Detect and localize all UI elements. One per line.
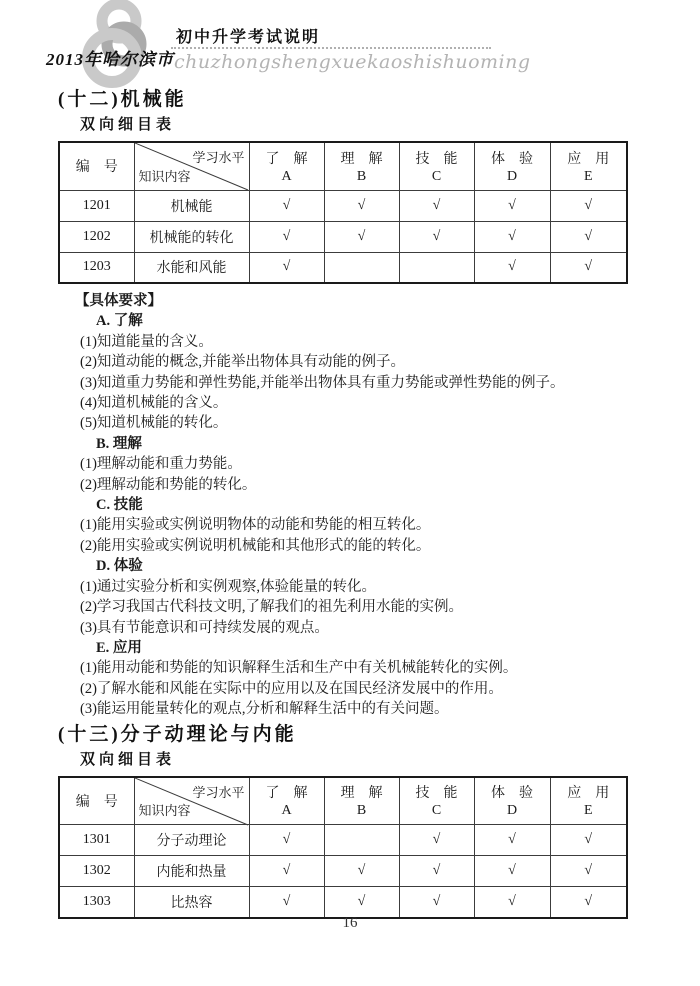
- check-cell: √: [550, 825, 627, 856]
- level-header-D: 体 验 D: [474, 142, 550, 190]
- check-cell: √: [249, 825, 324, 856]
- page-number: 16: [342, 915, 358, 931]
- level-header-C: 技 能 C: [399, 777, 474, 825]
- check-cell: √: [324, 190, 399, 221]
- diagonal-header-cell: [134, 777, 249, 825]
- table-header-row: [59, 142, 627, 190]
- table-row: [59, 190, 627, 221]
- check-cell: √: [249, 190, 324, 221]
- row-content: 机械能: [134, 190, 249, 221]
- check-cell: √: [249, 252, 324, 283]
- check-cell: √: [474, 887, 550, 918]
- check-cell: √: [474, 856, 550, 887]
- table-row: [59, 221, 627, 252]
- main-content: [58, 88, 626, 919]
- diagonal-bottom-label: 知识内容: [138, 168, 191, 184]
- row-id: 1202: [59, 221, 134, 252]
- req-item: (1)通过实验分析和实例观察,体验能量的转化。: [80, 578, 377, 595]
- table-row: [59, 252, 627, 283]
- table-header-row: [59, 777, 627, 825]
- check-cell: √: [399, 190, 474, 221]
- table-row: [59, 856, 627, 887]
- check-cell: √: [550, 887, 627, 918]
- check-cell: √: [550, 221, 627, 252]
- check-cell: √: [399, 825, 474, 856]
- req-item: (2)学习我国古代科技文明,了解我们的祖先利用水能的实例。: [80, 599, 464, 616]
- check-cell: √: [474, 252, 550, 283]
- check-cell: √: [324, 856, 399, 887]
- check-cell: √: [550, 856, 627, 887]
- check-cell: √: [550, 252, 627, 283]
- check-cell: √: [399, 856, 474, 887]
- req-item: (3)具有节能意识和可持续发展的观点。: [80, 619, 329, 636]
- row-id: 1203: [59, 252, 134, 283]
- req-item: (1)理解动能和重力势能。: [80, 456, 242, 473]
- req-group-label-E: E. 应用: [96, 639, 142, 656]
- check-cell: [324, 252, 399, 283]
- check-cell: [324, 825, 399, 856]
- section12-table-caption: 双向细目表: [80, 117, 176, 133]
- diagonal-top-label: 学习水平: [192, 784, 245, 800]
- row-id: 1303: [59, 887, 134, 918]
- row-content: 水能和风能: [134, 252, 249, 283]
- row-id: 1302: [59, 856, 134, 887]
- check-cell: √: [249, 856, 324, 887]
- req-item: (3)能运用能量转化的观点,分析和解释生活中的有关问题。: [80, 701, 449, 718]
- row-id: 1201: [59, 190, 134, 221]
- req-group-label-D: D. 体验: [96, 558, 143, 575]
- level-header-A: 了 解 A: [249, 142, 324, 190]
- level-header-B: 理 解 B: [324, 142, 399, 190]
- level-header-A: 了 解 A: [249, 777, 324, 825]
- masthead-pinyin: chuzhongshengxuekaoshishuoming: [174, 51, 531, 73]
- table-row: [59, 887, 627, 918]
- spec-table-section12: [58, 141, 628, 284]
- row-content: 比热容: [134, 887, 249, 918]
- level-header-B: 理 解 B: [324, 777, 399, 825]
- level-header-C: 技 能 C: [399, 142, 474, 190]
- requirements-title: 【具体要求】: [75, 293, 162, 309]
- diagonal-bottom-label: 知识内容: [138, 803, 191, 819]
- row-id: 1301: [59, 825, 134, 856]
- id-header-cell: 编 号: [59, 142, 134, 190]
- req-item: (2)能用实验或实例说明机械能和其他形式的能的转化。: [80, 537, 431, 554]
- req-item: (1)知道能量的含义。: [80, 333, 213, 350]
- req-item: (2)了解水能和风能在实际中的应用以及在国民经济发展中的作用。: [80, 680, 503, 697]
- check-cell: √: [550, 190, 627, 221]
- row-content: 机械能的转化: [134, 221, 249, 252]
- check-cell: √: [324, 887, 399, 918]
- level-header-E: 应 用 E: [550, 777, 627, 825]
- req-group-label-A: A. 了解: [96, 313, 143, 330]
- level-header-D: 体 验 D: [474, 777, 550, 825]
- requirements-section: [58, 291, 626, 720]
- req-item: (5)知道机械能的转化。: [80, 415, 228, 432]
- diagonal-top-label: 学习水平: [192, 150, 245, 165]
- spec-table-section13: [58, 776, 628, 919]
- diagonal-header-cell: [134, 142, 249, 190]
- row-content: 内能和热量: [134, 856, 249, 887]
- row-content: 分子动理论: [134, 825, 249, 856]
- level-header-E: 应 用 E: [550, 142, 627, 190]
- masthead-title: 初中升学考试说明: [176, 27, 321, 46]
- req-group-label-B: B. 理解: [96, 435, 142, 452]
- section12-title: (十二)机械能: [58, 89, 187, 110]
- section13-table-caption: 双向细目表: [80, 751, 176, 768]
- req-item: (1)能用实验或实例说明物体的动能和势能的相互转化。: [80, 517, 431, 534]
- check-cell: √: [474, 190, 550, 221]
- section13-title: (十三)分子动理论与内能: [58, 723, 297, 745]
- req-group-label-C: C. 技能: [96, 497, 143, 514]
- check-cell: √: [249, 887, 324, 918]
- check-cell: [399, 252, 474, 283]
- check-cell: √: [399, 887, 474, 918]
- id-header-cell: 编 号: [59, 777, 134, 825]
- req-item: (3)知道重力势能和弹性势能,并能举出物体具有重力势能或弹性势能的例子。: [80, 374, 565, 391]
- masthead-year-city: 2013年哈尔滨市: [46, 50, 174, 69]
- req-item: (2)知道动能的概念,并能举出物体具有动能的例子。: [80, 354, 406, 371]
- table-row: [59, 825, 627, 856]
- req-item: (1)能用动能和势能的知识解释生活和生产中有关机械能转化的实例。: [80, 660, 518, 677]
- check-cell: √: [474, 221, 550, 252]
- check-cell: √: [474, 825, 550, 856]
- check-cell: √: [249, 221, 324, 252]
- req-item: (2)理解动能和势能的转化。: [80, 476, 257, 493]
- dotted-divider: [171, 47, 491, 49]
- req-item: (4)知道机械能的含义。: [80, 395, 228, 412]
- check-cell: √: [399, 221, 474, 252]
- check-cell: √: [324, 221, 399, 252]
